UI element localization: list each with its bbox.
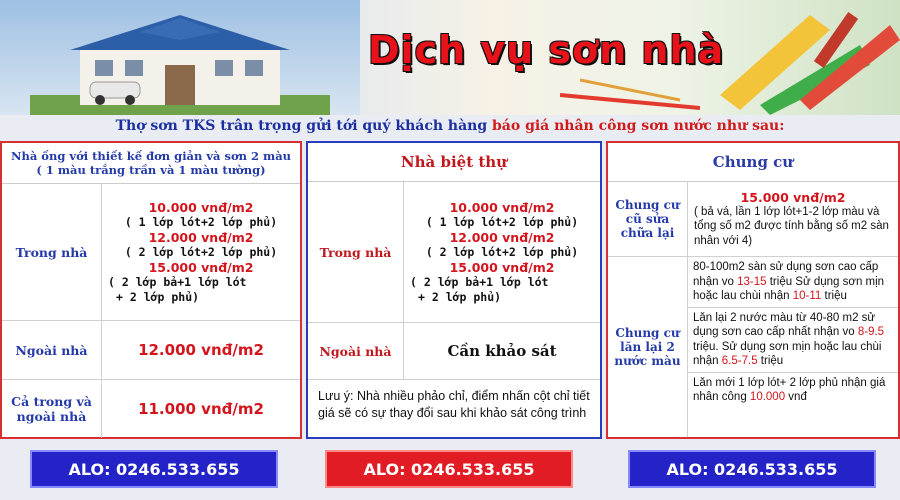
option-text: triệu bbox=[757, 355, 784, 367]
intro-text bbox=[0, 118, 900, 134]
apartment-price-panel bbox=[606, 141, 900, 439]
price-desc: ( bả vá, lần 1 lớp lót+1-2 lớp màu và tổng số m2 được tính bằng số m2 sàn nhân với 4) bbox=[694, 205, 889, 247]
price-value: 11.000 vnđ/m2 bbox=[138, 400, 264, 418]
outdoor-price-cell bbox=[102, 321, 300, 379]
option-text: Lăn lại 2 nước màu từ 40-80 m2 sử dụng sơn cao cấp nhất nhận vo bbox=[693, 311, 876, 338]
price-desc: ( 2 lớp bả+1 lớp lót bbox=[410, 274, 549, 289]
paint-stroke-icon bbox=[560, 70, 700, 115]
paint-brush-icon bbox=[700, 5, 900, 115]
townhouse-price-panel bbox=[0, 141, 302, 439]
price-desc: ( 1 lớp lót+2 lớp phủ) bbox=[124, 214, 278, 229]
villa-header: Nhà biệt thự bbox=[308, 143, 600, 182]
option-text: 80-100m2 sàn sử dụng sơn cao cấp nhận vo bbox=[693, 261, 879, 288]
apartment-row-repaint bbox=[608, 257, 898, 437]
option-text: vnđ bbox=[785, 391, 807, 403]
hotline-button[interactable]: ALO: 0246.533.655 bbox=[628, 450, 876, 488]
row-label bbox=[2, 380, 102, 438]
indoor-prices bbox=[404, 182, 600, 322]
townhouse-row-indoor bbox=[2, 184, 300, 321]
villa-price-panel bbox=[306, 141, 602, 439]
option-text: triệu Sử dụng sơn mịn hoặc lau chùi nhận bbox=[693, 275, 885, 302]
townhouse-row-both bbox=[2, 380, 300, 438]
both-price-cell bbox=[102, 380, 300, 438]
townhouse-row-outdoor bbox=[2, 321, 300, 380]
indoor-prices bbox=[102, 184, 300, 320]
townhouse-header-line1: Nhà ống với thiết kế đơn giản và sơn 2 màu bbox=[10, 149, 292, 163]
outdoor-value-cell bbox=[404, 323, 600, 379]
price-value: 12.000 vnđ/m2 bbox=[449, 229, 555, 245]
banner-title: Dịch vụ sơn nhà bbox=[368, 28, 725, 72]
house-illustration bbox=[30, 10, 330, 115]
option-highlight: 10.000 bbox=[749, 391, 786, 403]
option-text: Lăn mới 1 lớp lót+ 2 lớp phủ nhận giá nhân công bbox=[693, 376, 886, 403]
price-desc: + 2 lớp phủ) bbox=[418, 289, 502, 304]
option-highlight: 10-11 bbox=[792, 290, 822, 302]
price-value: 12.000 vnđ/m2 bbox=[148, 229, 254, 245]
row-label: Chung cư cũ sửa chữa lại bbox=[608, 182, 688, 256]
price-value: 12.000 vnđ/m2 bbox=[138, 341, 264, 359]
row-label: Chung cư lăn lại 2 nước màu bbox=[608, 257, 688, 437]
row-label-line1: Cả trong và bbox=[11, 394, 92, 409]
price-value: 15.000 vnđ/m2 bbox=[148, 259, 254, 275]
price-value: 15.000 vnđ/m2 bbox=[740, 189, 846, 205]
intro-lead: Thợ sơn TKS trân trọng gửi tới quý khách hàng bbox=[115, 118, 492, 134]
option-text: triệu bbox=[821, 290, 847, 302]
price-desc: ( 2 lớp lót+2 lớp phủ) bbox=[124, 244, 278, 259]
row-label: Ngoài nhà bbox=[2, 321, 102, 379]
townhouse-header-line2: ( 1 màu trắng trần và 1 màu tường) bbox=[36, 163, 266, 177]
price-desc: + 2 lớp phủ) bbox=[116, 289, 200, 304]
row-label: Trong nhà bbox=[2, 184, 102, 320]
row-label: Trong nhà bbox=[308, 182, 404, 322]
villa-row-outdoor bbox=[308, 323, 600, 380]
apartment-header: Chung cư bbox=[608, 143, 898, 182]
row-label-line2: ngoài nhà bbox=[16, 409, 87, 424]
repaint-option-3 bbox=[688, 373, 898, 408]
intro-highlight: báo giá nhân công sơn nước như sau: bbox=[492, 118, 785, 134]
price-value: 15.000 vnđ/m2 bbox=[449, 259, 555, 275]
option-highlight: 13-15 bbox=[737, 275, 767, 288]
banner bbox=[0, 0, 900, 115]
row-label: Ngoài nhà bbox=[308, 323, 404, 379]
hotline-button[interactable]: ALO: 0246.533.655 bbox=[30, 450, 278, 488]
townhouse-header bbox=[2, 143, 300, 184]
villa-note: Lưu ý: Nhà nhiều phảo chỉ, điểm nhấn cột chỉ tiết giá sẽ có sự thay đổi sau khi khảo sát công trình bbox=[318, 389, 590, 420]
villa-row-indoor bbox=[308, 182, 600, 323]
hotline-button[interactable]: ALO: 0246.533.655 bbox=[325, 450, 573, 488]
apartment-row-renovate bbox=[608, 182, 898, 257]
price-desc: ( 2 lớp bả+1 lớp lót bbox=[108, 274, 247, 289]
option-highlight: 8-9.5 bbox=[857, 326, 885, 338]
repaint-options bbox=[688, 257, 898, 437]
price-desc: ( 2 lớp lót+2 lớp phủ) bbox=[425, 244, 579, 259]
price-value: 10.000 vnđ/m2 bbox=[148, 199, 254, 215]
repaint-option-2 bbox=[688, 308, 898, 373]
price-desc: ( 1 lớp lót+2 lớp phủ) bbox=[425, 214, 579, 229]
option-highlight: 6.5-7.5 bbox=[721, 355, 758, 367]
survey-required-text: Cần khảo sát bbox=[447, 342, 557, 360]
price-value: 10.000 vnđ/m2 bbox=[449, 199, 555, 215]
option-text: triệu. Sử dụng sơn mịn hoặc lau chùi nhận bbox=[693, 340, 882, 367]
renovate-price-cell bbox=[688, 182, 898, 256]
repaint-option-1 bbox=[688, 257, 898, 308]
